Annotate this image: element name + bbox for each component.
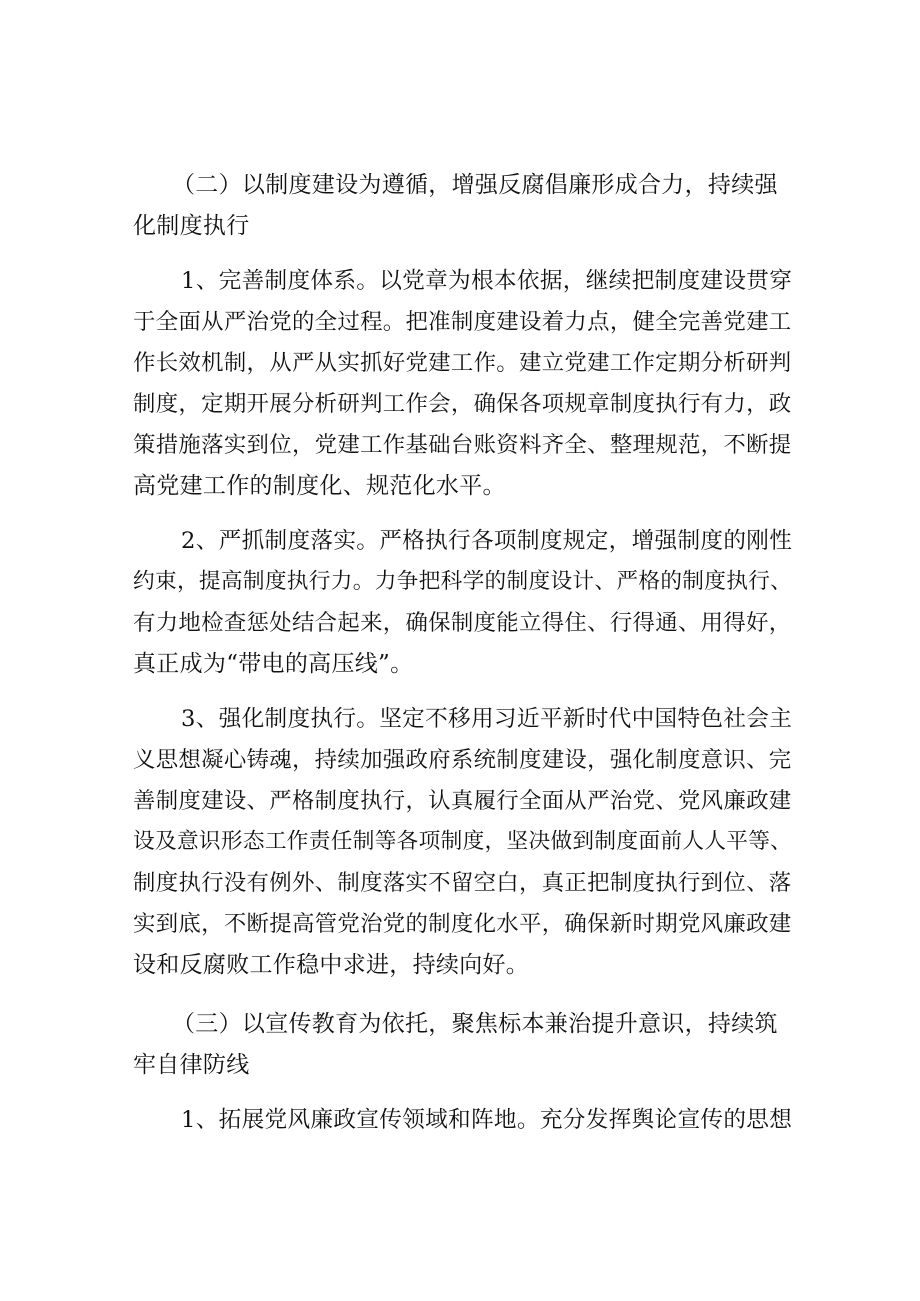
section2-item3-line-2: 义思想凝心铸魂，持续加强政府系统制度建设，强化制度意识、完 bbox=[133, 747, 792, 773]
section2-item1-line-2: 于全面从严治党的全过程。把准制度建设着力点，健全完善党建工 bbox=[133, 309, 792, 335]
section2-heading-line-1: （二）以制度建设为遵循，增强反腐倡廉形成合力，持续强 bbox=[172, 172, 778, 198]
section2-item2-line-4: 真正成为“带电的高压线”。 bbox=[133, 651, 414, 677]
section2-item1-line-6: 高党建工作的制度化、规范化水平。 bbox=[133, 473, 506, 499]
section2-item3-line-4: 设及意识形态工作责任制等各项制度，坚决做到制度面前人人平等、 bbox=[133, 829, 793, 854]
section2-item3-line-6: 实到底，不断提高管党治党的制度化水平，确保新时期党风廉政建 bbox=[133, 911, 792, 937]
section2-item1-line-3: 作长效机制，从严从实抓好党建工作。建立党建工作定期分析研判 bbox=[133, 350, 792, 376]
section2-item1-line-4: 制度，定期开展分析研判工作会，确保各项规章制度执行有力，政 bbox=[133, 391, 792, 417]
section2-item3-line-1: 3、强化制度执行。坚定不移用习近平新时代中国特色社会主 bbox=[181, 706, 793, 732]
section2-item3-line-5: 制度执行没有例外、制度落实不留空白，真正把制度执行到位、落 bbox=[133, 870, 792, 896]
section2-item2-line-2: 约束，提高制度执行力。力争把科学的制度设计、严格的制度执行、 bbox=[133, 569, 793, 594]
section3-heading-line-1: （三）以宣传教育为依托，聚焦标本兼治提升意识，持续筑 bbox=[172, 1011, 778, 1037]
section2-item3-line-7: 设和反腐败工作稳中求进，持续向好。 bbox=[133, 952, 530, 978]
section2-item3-line-3: 善制度建设、严格制度执行，认真履行全面从严治党、党风廉政建 bbox=[133, 788, 792, 814]
section2-item1-line-5: 策措施落实到位，党建工作基础台账资料齐全、整理规范，不断提 bbox=[133, 432, 792, 458]
section3-heading-line-2: 牢自律防线 bbox=[133, 1052, 250, 1078]
section2-item1-line-1: 1、完善制度体系。以党章为根本依据，继续把制度建设贯穿 bbox=[181, 268, 793, 294]
section3-item1-line-1: 1、拓展党风廉政宣传领域和阵地。充分发挥舆论宣传的思想 bbox=[181, 1107, 793, 1133]
section2-heading-line-2: 化制度执行 bbox=[133, 213, 250, 239]
section2-item2-line-3: 有力地检查惩处结合起来，确保制度能立得住、行得通、用得好， bbox=[133, 610, 792, 636]
section2-item2-line-1: 2、严抓制度落实。严格执行各项制度规定，增强制度的刚性 bbox=[181, 528, 793, 554]
